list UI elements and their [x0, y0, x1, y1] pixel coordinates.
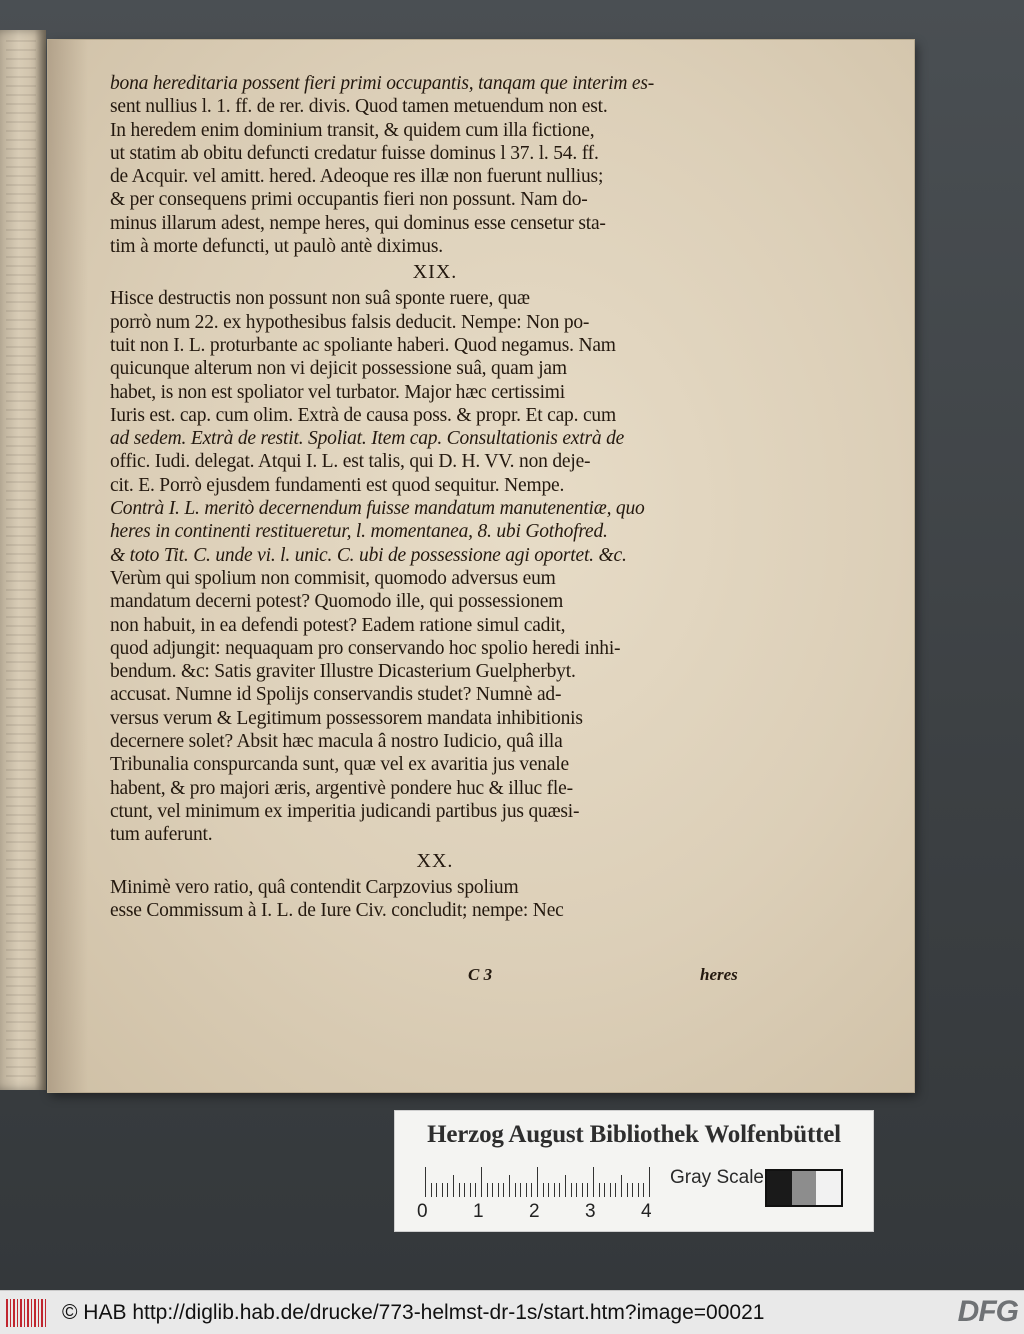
gray-swatch [816, 1171, 841, 1205]
ruler-tick [459, 1183, 460, 1197]
text-line: tuit non I. L. proturbante ac spoliante haberi. Quod negamus. Nam [110, 334, 616, 356]
ruler-tick [649, 1167, 650, 1197]
ruler-tick [515, 1183, 516, 1197]
text-line: accusat. Numne id Spolijs conservandis studet? Numnè ad- [110, 684, 562, 706]
ruler-number: 2 [529, 1201, 540, 1222]
copyright-url[interactable]: © HAB http://diglib.hab.de/drucke/773-helmst-dr-1s/start.htm?image=00021 [62, 1301, 765, 1324]
ruler-tick [587, 1183, 588, 1197]
text-line: mandatum decerni potest? Quomodo ille, qui possessionem [110, 591, 564, 613]
ruler-tick [442, 1183, 443, 1197]
text-line: tum auferunt. [110, 824, 213, 846]
ruler-numbers [417, 1201, 677, 1225]
page-footer [110, 965, 760, 991]
ruler-tick [582, 1183, 583, 1197]
ruler-number: 4 [641, 1201, 652, 1222]
text-line: ctunt, vel minimum ex imperitia judicandi partibus jus quæsi- [110, 800, 580, 822]
book-page [48, 40, 914, 1092]
ruler-tick [464, 1183, 465, 1197]
ruler-tick [621, 1175, 622, 1197]
ruler-tick [492, 1183, 493, 1197]
text-line: bona hereditaria possent fieri primi occupantis, tanqam que interim es- [110, 73, 655, 94]
text-line: heres in continenti restitueretur, l. momentanea, 8. ubi Gothofred. [110, 521, 608, 543]
ruler-tick [503, 1183, 504, 1197]
ruler-tick [559, 1183, 560, 1197]
barcode-icon [6, 1299, 46, 1327]
text-line: In heredem enim dominium transit, & quidem cum illa fictione, [110, 119, 595, 141]
ruler-tick [481, 1167, 482, 1197]
ruler-tick [576, 1183, 577, 1197]
text-line: bendum. &c: Satis graviter Illustre Dicasterium Guelpherbyt. [110, 661, 576, 683]
text-line: minus illarum adest, nempe heres, qui dominus esse censetur sta- [110, 212, 606, 234]
ruler-tick [425, 1167, 426, 1197]
ruler-tick [610, 1183, 611, 1197]
page-text [110, 72, 760, 922]
ruler-number: 1 [473, 1201, 484, 1222]
ruler-number: 3 [585, 1201, 596, 1222]
ruler-tick [627, 1183, 628, 1197]
ruler-tick [475, 1183, 476, 1197]
section-xx-text [110, 876, 760, 923]
ruler-tick [565, 1175, 566, 1197]
text-line: tim à morte defuncti, ut paulò antè diximus. [110, 236, 443, 258]
library-name: Herzog August Bibliothek Wolfenbüttel [427, 1121, 841, 1148]
text-line: porrò num 22. ex hypothesibus falsis deducit. Nempe: Non po- [110, 311, 590, 333]
text-line: cit. E. Porrò ejusdem fundamenti est quod sequitur. Nempe. [110, 474, 565, 496]
section-xix-text [110, 287, 760, 846]
ruler-tick [498, 1183, 499, 1197]
text-line: Contrà I. L. meritò decernendum fuisse mandatum manutenentiæ, quo [110, 498, 645, 520]
ruler-tick [431, 1183, 432, 1197]
text-line: & per consequens primi occupantis fieri non possunt. Nam do- [110, 189, 588, 211]
ruler-tick [604, 1183, 605, 1197]
ruler-tick [548, 1183, 549, 1197]
text-line: decernere solet? Absit hæc macula â nostro Iudicio, quâ illa [110, 731, 563, 753]
text-line: quicunque alterum non vi dejicit possessione suâ, quam jam [110, 358, 567, 380]
ruler-tick [643, 1183, 644, 1197]
ruler-tick [554, 1183, 555, 1197]
viewer-footer [0, 1290, 1024, 1334]
book-edge [0, 30, 46, 1090]
text-line: versus verum & Legitimum possessorem mandata inhibitionis [110, 707, 583, 729]
text-line: sent nullius l. 1. ff. de rer. divis. Quod tamen metuendum non est. [110, 96, 608, 118]
text-line: Minimè vero ratio, quâ contendit Carpzovius spolium [110, 876, 519, 898]
gray-scale-swatches [765, 1169, 843, 1207]
ruler-scale [425, 1163, 657, 1197]
text-line: Tribunalia conspurcanda sunt, quæ vel ex avaritia jus venale [110, 754, 569, 776]
text-line: esse Commissum à I. L. de Iure Civ. concludit; nempe: Nec [110, 899, 564, 921]
signature-mark: C 3 [468, 965, 493, 984]
ruler-tick [447, 1183, 448, 1197]
paragraph-continuation [110, 72, 760, 258]
section-heading-xx: XX. [416, 849, 454, 872]
gray-swatch [792, 1171, 817, 1205]
text-line: ad sedem. Extrà de restit. Spoliat. Item cap. Consultationis extrà de [110, 428, 625, 450]
dfg-logo: DFG [957, 1295, 1018, 1328]
ruler-tick [599, 1183, 600, 1197]
text-line: Verùm qui spolium non commisit, quomodo adversus eum [110, 567, 556, 589]
ruler-tick [453, 1175, 454, 1197]
ruler-tick [470, 1183, 471, 1197]
text-line: Iuris est. cap. cum olim. Extrà de causa poss. & propr. Et cap. cum [110, 404, 616, 426]
library-color-card [394, 1110, 874, 1232]
ruler-tick [543, 1183, 544, 1197]
section-heading-xix: XIX. [412, 261, 458, 284]
ruler-tick [593, 1167, 594, 1197]
ruler-tick [436, 1183, 437, 1197]
catchword: heres [700, 965, 738, 984]
text-line: Hisce destructis non possunt non suâ sponte ruere, quæ [110, 288, 530, 310]
ruler-tick [509, 1175, 510, 1197]
text-line: quod adjungit: nequaquam pro conservando hoc spolio heredi inhi- [110, 637, 621, 659]
ruler-tick [526, 1183, 527, 1197]
ruler-tick [638, 1183, 639, 1197]
text-line: & toto Tit. C. unde vi. l. unic. C. ubi de possessione agi oportet. &c. [110, 544, 627, 566]
ruler-tick [571, 1183, 572, 1197]
ruler-tick [520, 1183, 521, 1197]
ruler-tick [615, 1183, 616, 1197]
text-line: habent, & pro majori æris, argentivè pondere huc & illuc fle- [110, 777, 573, 799]
page-stack-texture [6, 40, 36, 1080]
ruler-tick [632, 1183, 633, 1197]
gray-swatch [767, 1171, 792, 1205]
text-line: de Acquir. vel amitt. hered. Adeoque res illæ non fuerunt nullius; [110, 166, 604, 188]
ruler-tick [537, 1167, 538, 1197]
text-line: habet, is non est spoliator vel turbator. Major hæc certissimi [110, 381, 565, 403]
text-line: offic. Iudi. delegat. Atqui I. L. est talis, qui D. H. VV. non deje- [110, 451, 591, 473]
ruler-tick [487, 1183, 488, 1197]
ruler-number: 0 [417, 1201, 428, 1222]
gray-scale-label: Gray Scale [670, 1167, 764, 1188]
text-line: non habuit, in ea defendi potest? Eadem ratione simul cadit, [110, 614, 566, 636]
text-line: ut statim ab obitu defuncti credatur fuisse dominus l 37. l. 54. ff. [110, 142, 599, 164]
ruler-tick [531, 1183, 532, 1197]
